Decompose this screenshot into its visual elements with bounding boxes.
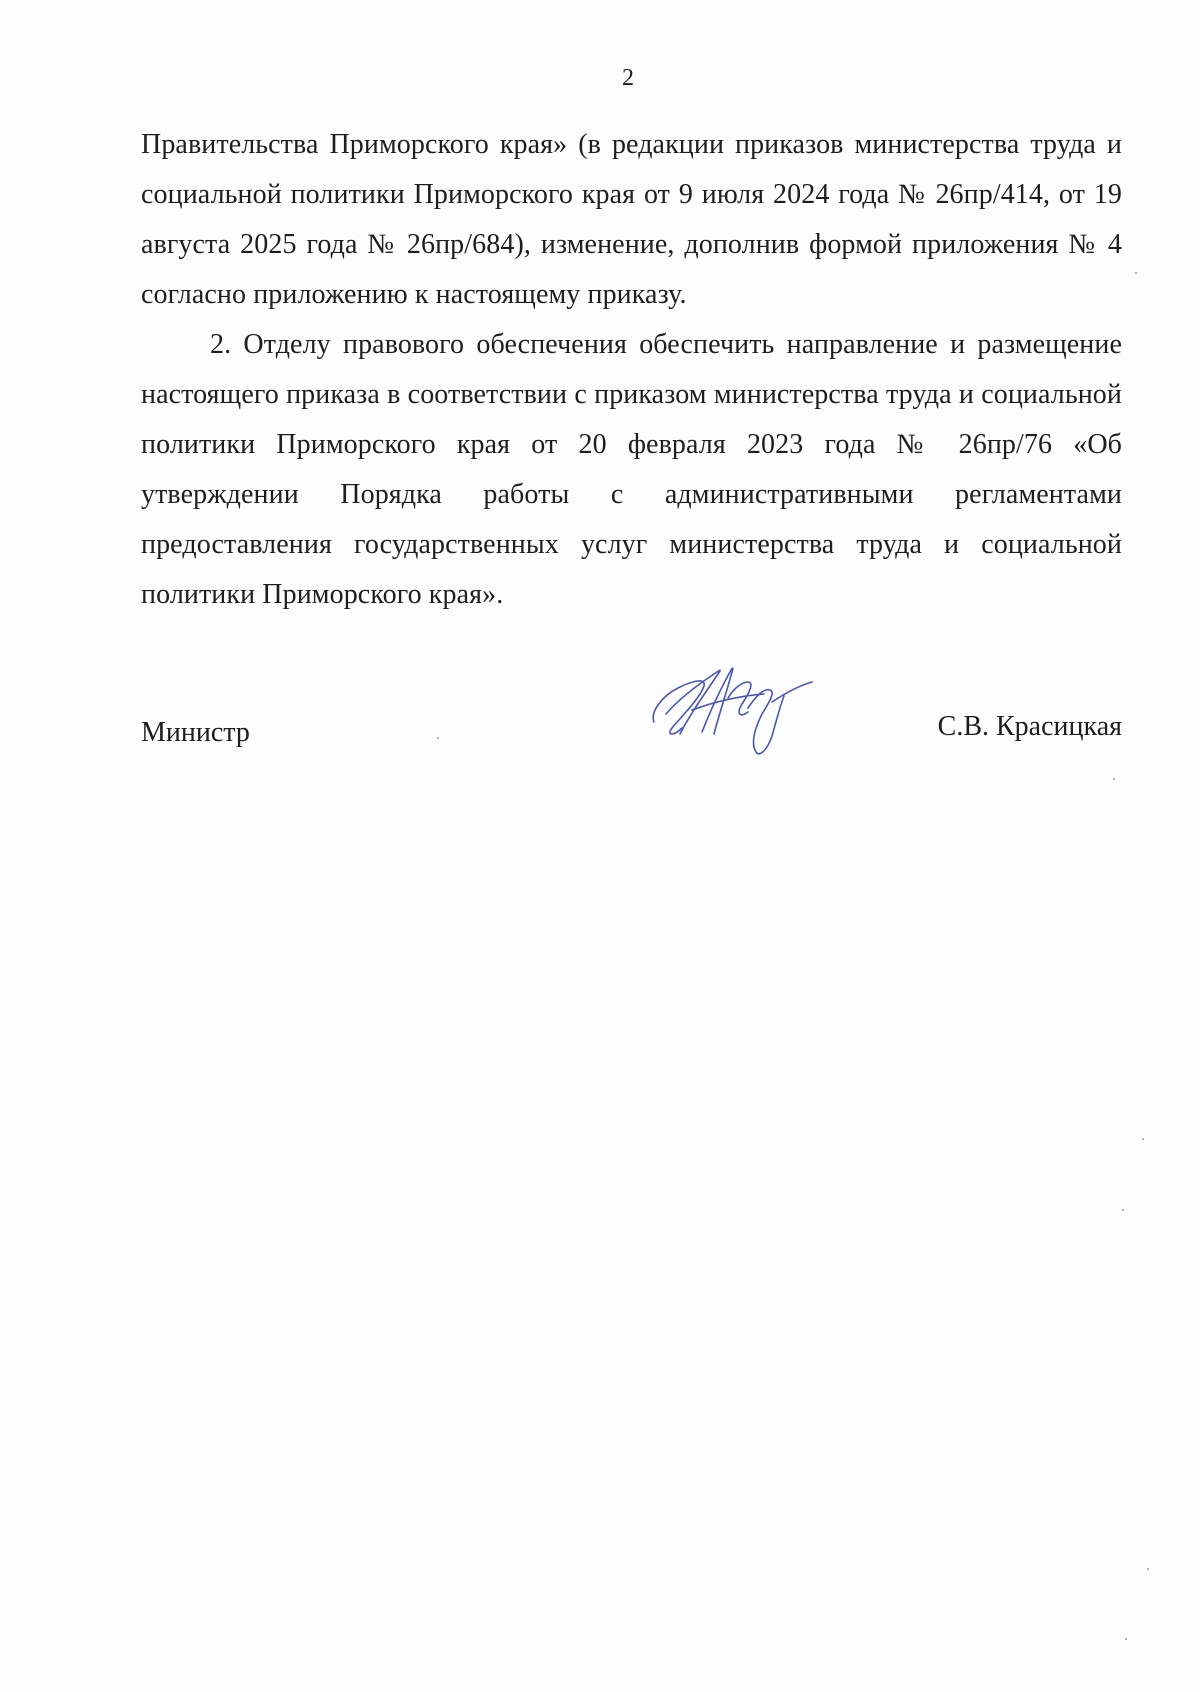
paragraph-item-2: 2. Отделу правового обеспечения обеспечить направление и размещение настоящего приказа в соответствии с приказом министерства труда и социальной политики Приморского края от 20 февраля 2023 года № 26пр/76 «Об утверждении Порядка работы с административными регламентами предоставления государственных услуг министерства труда и социальной политики Приморского края». bbox=[141, 329, 1122, 610]
document-body bbox=[141, 120, 1122, 620]
scan-speck bbox=[1142, 1138, 1144, 1140]
scan-speck bbox=[1113, 778, 1115, 780]
scan-speck bbox=[437, 737, 439, 739]
signature-block bbox=[141, 711, 1122, 756]
scan-speck bbox=[1147, 1568, 1149, 1570]
handwritten-signature bbox=[644, 652, 816, 764]
scan-speck bbox=[1122, 1209, 1124, 1211]
signer-title: Министр bbox=[141, 717, 250, 748]
scan-speck bbox=[1135, 272, 1137, 274]
scan-speck bbox=[1125, 1638, 1127, 1640]
paragraph-continuation: Правительства Приморского края» (в редакции приказов министерства труда и социальной политики Приморского края от 9 июля 2024 года № 26пр/414, от 19 августа 2025 года № 26пр/684), изменение, дополнив формой приложения № 4 согласно приложению к настоящему приказу. bbox=[141, 129, 1122, 310]
page-number: 2 bbox=[622, 65, 634, 91]
signer-name: С.В. Красицкая bbox=[937, 711, 1122, 742]
